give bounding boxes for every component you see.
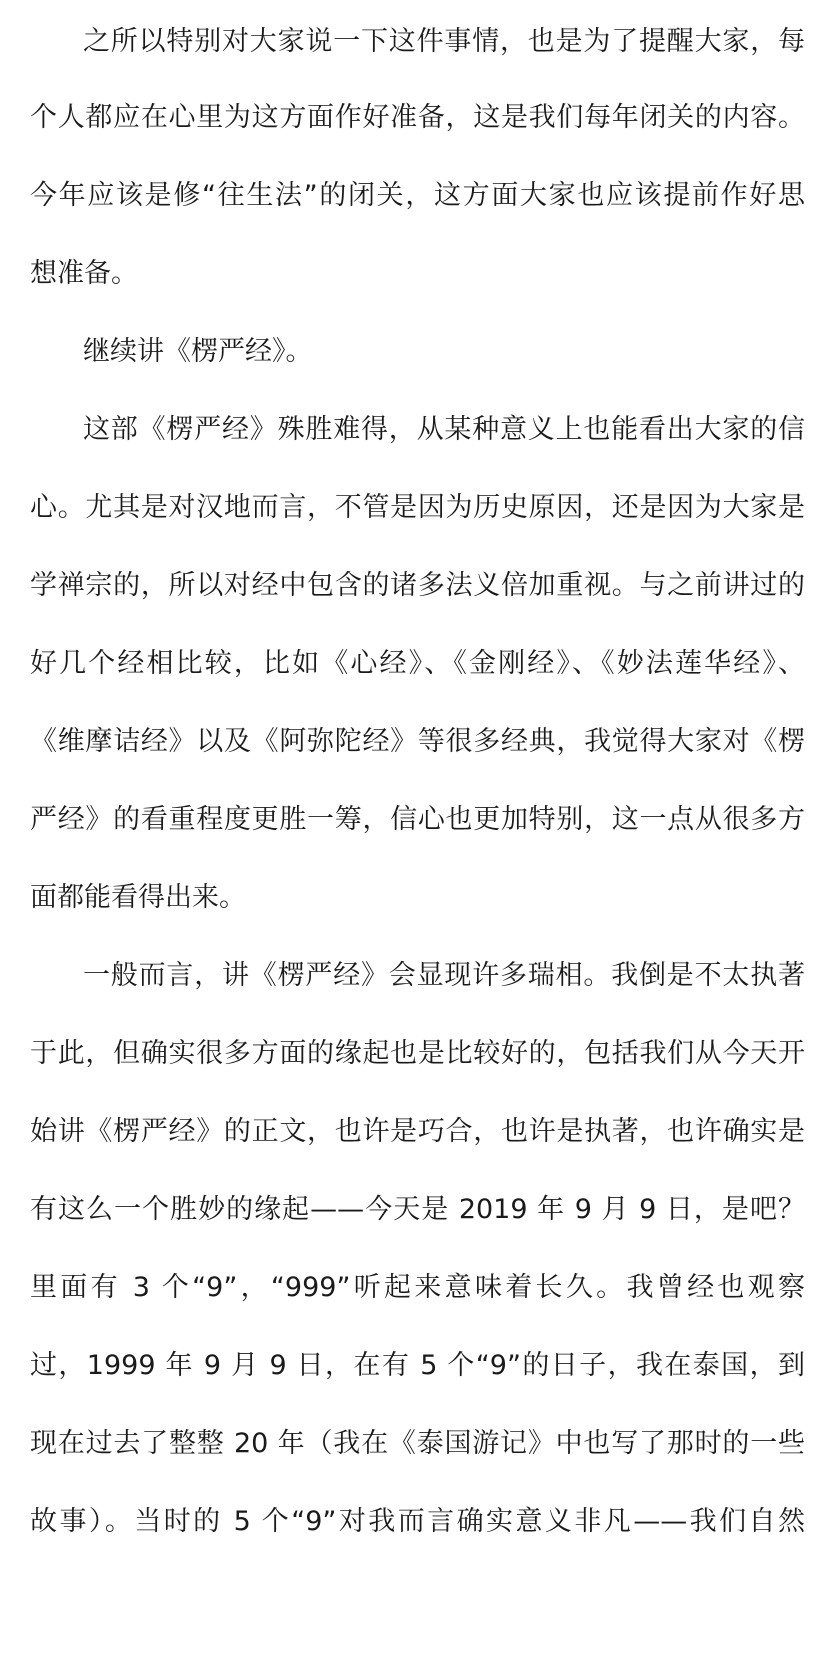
paragraph-3-line-1: 这部《楞严经》殊胜难得，从某种意义上也能看出大家的信 [83,414,805,445]
paragraph-3-line-2: 心。尤其是对汉地而言，不管是因为历史原因，还是因为大家是 [30,492,805,523]
paragraph-4-line-8: 故事）。当时的 5 个“9”对我而言确实意义非凡——我们自然 [30,1506,805,1537]
paragraph-3-line-6: 严经》的看重程度更胜一筹，信心也更加特别，这一点从很多方 [30,804,805,835]
paragraph-4-line-3: 始讲《楞严经》的正文，也许是巧合，也许是执著，也许确实是 [30,1116,805,1147]
paragraph-4-line-2: 于此，但确实很多方面的缘起也是比较好的，包括我们从今天开 [30,1038,805,1069]
paragraph-4-line-7: 现在过去了整整 20 年（我在《泰国游记》中也写了那时的一些 [30,1428,805,1459]
paragraph-3-line-7: 面都能看得出来。 [30,882,246,913]
paragraph-3-line-5: 《维摩诘经》以及《阿弥陀经》等很多经典，我觉得大家对《楞 [30,726,805,757]
paragraph-1-line-3: 今年应该是修“往生法”的闭关，这方面大家也应该提前作好思 [30,180,805,211]
paragraph-1-line-1: 之所以特别对大家说一下这件事情，也是为了提醒大家，每 [83,26,805,57]
paragraph-4-line-4: 有这么一个胜妙的缘起——今天是 2019 年 9 月 9 日，是吧？ [30,1194,805,1225]
paragraph-2-line-1: 继续讲《楞严经》。 [83,336,313,367]
paragraph-1-line-2: 个人都应在心里为这方面作好准备，这是我们每年闭关的内容。 [30,102,805,133]
paragraph-4-line-6: 过，1999 年 9 月 9 日，在有 5 个“9”的日子，我在泰国，到 [30,1350,805,1381]
paragraph-3-line-4: 好几个经相比较，比如《心经》、《金刚经》、《妙法莲华经》、 [30,648,805,679]
paragraph-4-line-5: 里面有 3 个“9”，“999”听起来意味着长久。我曾经也观察 [30,1272,805,1303]
paragraph-3-line-3: 学禅宗的，所以对经中包含的诸多法义倍加重视。与之前讲过的 [30,570,805,601]
paragraph-4-line-1: 一般而言，讲《楞严经》会显现许多瑞相。我倒是不太执著 [83,960,805,991]
paragraph-1-line-4: 想准备。 [30,258,138,289]
